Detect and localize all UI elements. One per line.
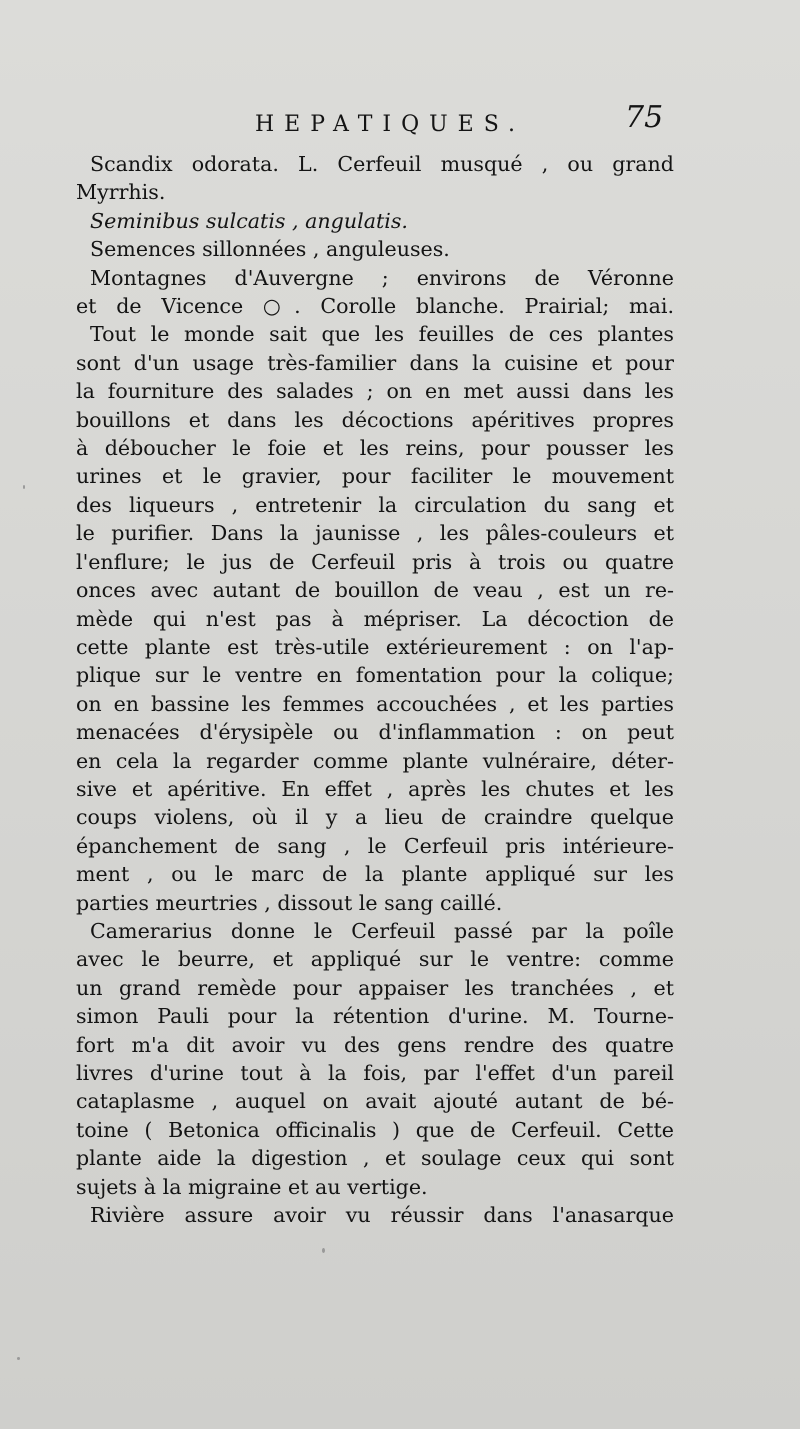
text-line: toine ( Betonica officinalis ) que de Cerfeuil. Cette bbox=[76, 1117, 674, 1142]
text-line: mède qui n'est pas à mépriser. La décoction de bbox=[76, 606, 674, 631]
text-line: simon Pauli pour la rétention d'urine. M. Tourne- bbox=[76, 1004, 674, 1029]
text-line: Montagnes d'Auvergne ; environs de Véronne bbox=[90, 265, 674, 290]
text-line: fort m'a dit avoir vu des gens rendre des quatre bbox=[76, 1032, 674, 1057]
text-line: Seminibus sulcatis , angulatis. bbox=[90, 208, 408, 233]
text-line: plique sur le ventre en fomentation pour la colique; bbox=[76, 663, 674, 688]
page-number: 75 bbox=[625, 100, 664, 135]
text-line: Rivière assure avoir vu réussir dans l'anasarque bbox=[90, 1203, 674, 1228]
text-line: un grand remède pour appaiser les tranchées , et bbox=[76, 975, 674, 1000]
text-line: coups violens, où il y a lieu de craindre quelque bbox=[76, 805, 674, 830]
paper-speck bbox=[17, 1357, 20, 1360]
text-line: Myrrhis. bbox=[76, 180, 166, 205]
paper-speck bbox=[23, 485, 25, 489]
text-line: Semences sillonnées , anguleuses. bbox=[90, 237, 450, 262]
text-line: sont d'un usage très-familier dans la cuisine et pour bbox=[76, 350, 674, 375]
text-line: la fourniture des salades ; on en met aussi dans les bbox=[76, 379, 674, 404]
text-line: cette plante est très-utile extérieurement : on l'ap- bbox=[76, 634, 674, 659]
text-line: plante aide la digestion , et soulage ceux qui sont bbox=[76, 1146, 674, 1171]
text-line: urines et le gravier, pour faciliter le mouvement bbox=[76, 464, 674, 489]
text-line: on en bassine les femmes accouchées , et les parties bbox=[76, 691, 674, 716]
text-line: livres d'urine tout à la fois, par l'effet d'un pareil bbox=[76, 1061, 674, 1085]
text-line: Camerarius donne le Cerfeuil passé par la poîle bbox=[90, 918, 674, 943]
text-line: Scandix odorata. L. Cerfeuil musqué , ou grand bbox=[90, 152, 674, 176]
text-line: Tout le monde sait que les feuilles de ces plantes bbox=[90, 322, 674, 347]
text-line: sujets à la migraine et au vertige. bbox=[76, 1174, 428, 1199]
text-line: onces avec autant de bouillon de veau , est un re- bbox=[76, 578, 674, 603]
text-line: sive et apéritive. En effet , après les chutes et les bbox=[76, 776, 674, 801]
text-line: le purifier. Dans la jaunisse , les pâles-couleurs et bbox=[76, 521, 674, 546]
text-line: bouillons et dans les décoctions apéritives propres bbox=[76, 407, 674, 432]
text-line: à déboucher le foie et les reins, pour pousser les bbox=[76, 436, 674, 461]
text-line: en cela la regarder comme plante vulnéraire, déter- bbox=[76, 748, 674, 773]
running-header: HEPATIQUES. bbox=[255, 112, 525, 137]
text-line: épanchement de sang , le Cerfeuil pris intérieure- bbox=[76, 833, 674, 858]
body-text bbox=[76, 150, 674, 1229]
text-line: cataplasme , auquel on avait ajouté autant de bé- bbox=[76, 1089, 674, 1114]
text-line: parties meurtries , dissout le sang caillé. bbox=[76, 890, 503, 915]
paper-speck bbox=[322, 1248, 325, 1253]
text-line: des liqueurs , entretenir la circulation du sang et bbox=[76, 492, 674, 517]
text-line: ment , ou le marc de la plante appliqué sur les bbox=[76, 862, 674, 887]
text-line: avec le beurre, et appliqué sur le ventre: comme bbox=[76, 947, 674, 972]
text-line: menacées d'érysipèle ou d'inflammation : on peut bbox=[76, 720, 674, 745]
text-line: et de Vicence ○. Corolle blanche. Prairial; mai. bbox=[76, 294, 674, 319]
text-line: l'enflure; le jus de Cerfeuil pris à trois ou quatre bbox=[76, 549, 674, 574]
